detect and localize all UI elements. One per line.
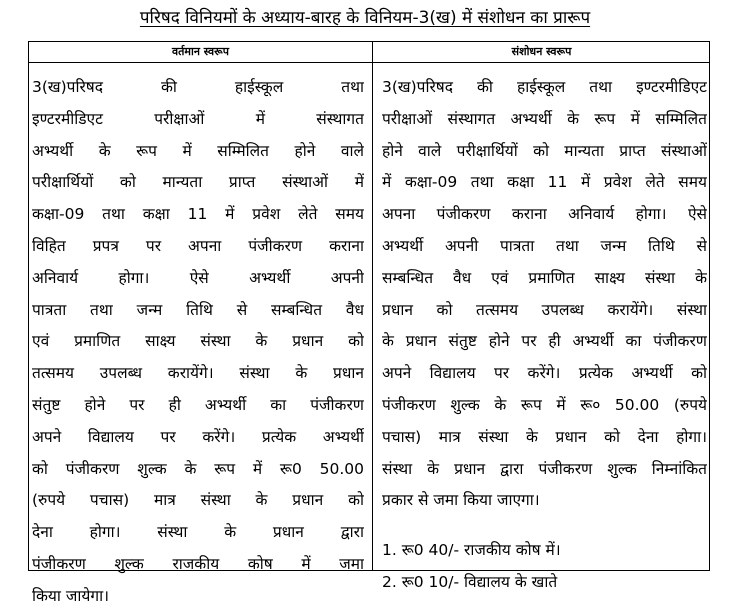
text-line: पचास) मात्र संस्था के प्रधान को देना होगा। xyxy=(382,427,707,446)
text-line: अपना पंजीकरण कराना अनिवार्य होगा। ऐसे xyxy=(382,205,707,224)
amended-form-header: संशोधन स्वरूप xyxy=(511,45,572,58)
text-line: प्रधान को तत्समय उपलब्ध करायेंगे। संस्था xyxy=(382,300,707,319)
text-line: अपने विद्यालय पर करेंगे। प्रत्येक अभ्यर्थी xyxy=(32,427,364,446)
text-line: अपने विद्यालय पर करेंगे। प्रत्येक अभ्यर्थी को xyxy=(382,364,707,383)
comparison-table xyxy=(28,41,710,605)
document-title xyxy=(0,6,730,30)
text-line: पंजीकरण शुल्क के रूप में रू० 50.00 (रुपये xyxy=(382,395,707,414)
text-line: किया जायेगा। xyxy=(32,586,109,605)
current-form-text xyxy=(32,72,364,613)
text-line: तत्समय उपलब्ध करायेंगे। संस्था के प्रधान xyxy=(32,364,364,383)
text-line: 3(ख)परिषद की हाईस्कूल तथा इण्टरमीडिएट xyxy=(382,78,707,96)
current-form-header: वर्तमान स्वरूप xyxy=(172,45,229,58)
text-line: अनिवार्य होगा। ऐसे अभ्यर्थी अपनी xyxy=(32,268,364,287)
text-line: अभ्यर्थी अपनी पात्रता तथा जन्म तिथि से xyxy=(382,236,707,255)
document-title-text: परिषद विनियमों के अध्याय-बारह के विनियम-3(ख) में संशोधन का प्रारूप xyxy=(139,8,591,28)
text-line: सम्बन्धित वैध एवं प्रमाणित साक्ष्य संस्था के xyxy=(382,268,707,287)
text-line: पात्रता तथा जन्म तिथि से सम्बन्धित वैध xyxy=(32,300,364,319)
text-line: परीक्षार्थियों को मान्यता प्राप्त संस्थाओं में xyxy=(32,173,364,192)
text-line: प्रकार से जमा किया जाएगा। xyxy=(382,491,540,510)
text-line: विहित प्रपत्र पर अपना पंजीकरण कराना xyxy=(32,236,364,255)
text-line: अभ्यर्थी के रूप में सम्मिलित होने वाले xyxy=(32,141,364,160)
text-line: परीक्षाओं संस्थागत अभ्यर्थी के रूप में सम्मिलित xyxy=(382,109,707,128)
deposit-list-item: 2. रू0 10/- विद्यालय के खाते xyxy=(382,572,558,591)
text-line: में कक्षा-09 तथा कक्षा 11 में प्रवेश लेते समय xyxy=(382,173,707,192)
deposit-list-item: 1. रू0 40/- राजकीय कोष में। xyxy=(382,541,561,560)
text-line: को पंजीकरण शुल्क के रूप में रू0 50.00 xyxy=(32,459,364,478)
text-line: संतुष्ट होने पर ही अभ्यर्थी का पंजीकरण xyxy=(32,395,364,414)
text-line: 3(ख)परिषद की हाईस्कूल तथा xyxy=(32,78,364,96)
text-line: देना होगा। संस्था के प्रधान द्वारा xyxy=(32,523,364,542)
text-line: होने वाले परीक्षार्थियों को मान्यता प्राप्त संस्थाओं xyxy=(382,141,707,160)
text-line: इण्टरमीडिएट परीक्षाओं में संस्थागत xyxy=(32,109,364,128)
text-line: (रुपये पचास) मात्र संस्था के प्रधान को xyxy=(32,491,364,510)
list-spacer xyxy=(382,517,707,535)
text-line: के प्रधान संतुष्ट होने पर ही अभ्यर्थी का पंजीकरण xyxy=(382,332,707,351)
text-line: पंजीकरण शुल्क राजकीय कोष में जमा xyxy=(32,554,364,573)
text-line: संस्था के प्रधान द्वारा पंजीकरण शुल्क निम्नांकित xyxy=(382,459,707,478)
text-line: कक्षा-09 तथा कक्षा 11 में प्रवेश लेते समय xyxy=(32,205,364,224)
text-line: एवं प्रमाणित साक्ष्य संस्था के प्रधान को xyxy=(32,332,364,351)
amended-form-text xyxy=(382,72,707,599)
header-rule xyxy=(29,62,709,63)
column-divider xyxy=(372,42,373,570)
